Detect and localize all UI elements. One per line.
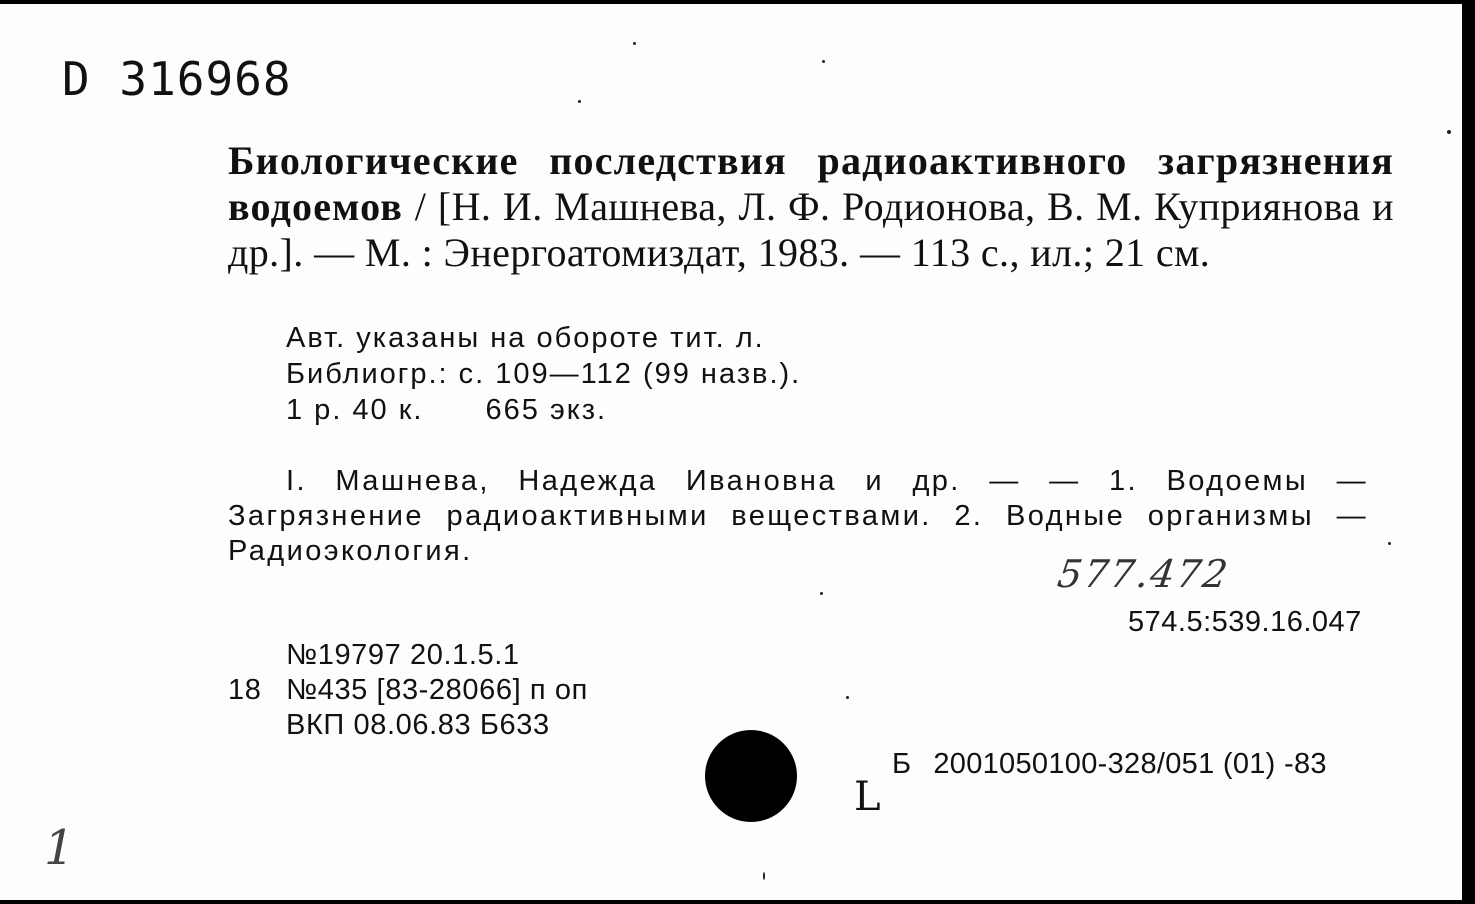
series-prefix: Б (892, 748, 912, 780)
dust-speck (820, 592, 823, 595)
inventory-stamp-number: D 316968 (62, 52, 292, 106)
dust-speck (846, 696, 849, 699)
punch-hole (705, 730, 797, 822)
series-code-line (892, 748, 1327, 781)
price-line (286, 392, 801, 428)
catalog-numbers (228, 638, 588, 743)
udc-code: 574.5:539.16.047 (1128, 606, 1362, 638)
scan-edge-right (1462, 0, 1475, 904)
dust-speck (633, 42, 636, 45)
catalog-card (0, 4, 1462, 900)
catalog-line-1: №19797 20.1.5.1 (286, 639, 520, 671)
card-count: 18 (228, 674, 262, 706)
catalog-line-2-text: №435 [83-28066] п оп (286, 674, 588, 706)
handwritten-classification: 577.472 (1054, 552, 1233, 596)
print-run: 665 экз. (485, 394, 608, 426)
bibliography-note: Библиогр.: с. 109—112 (99 назв.). (286, 358, 802, 390)
subject-tracings: I. Машнева, Надежда Ивановна и др. — — 1. Водоемы — Загрязнение радиоактивными веществами. 2. Водные организмы — Радиоэкология. (228, 465, 1368, 567)
pencil-mark: 1 (44, 820, 75, 876)
publication-details: / [Н. И. Машнева, Л. Ф. Родионова, В. М. Куприянова и др.]. — М. : Энергоатомиздат, 1983. — 113 с., ил.; 21 см. (228, 184, 1394, 275)
dust-speck (578, 100, 581, 103)
scan-edge-bottom (0, 900, 1475, 904)
book-title: Биологические последствия радиоактивного загрязнения водоемов (228, 138, 1394, 229)
corner-mark: L (854, 774, 881, 820)
price: 1 р. 40 к. (286, 394, 424, 426)
dust-speck (763, 872, 765, 880)
notes-block (286, 320, 801, 428)
dust-speck (1447, 130, 1451, 134)
catalog-line-3: ВКП 08.06.83 Б633 (286, 709, 550, 741)
dust-speck (822, 60, 825, 63)
catalog-line-2 (228, 673, 588, 708)
author-note: Авт. указаны на обороте тит. л. (286, 322, 765, 354)
series-code: 2001050100-328/051 (01) -83 (933, 748, 1327, 780)
dust-speck (1388, 542, 1391, 545)
bibliographic-description (228, 138, 1394, 276)
